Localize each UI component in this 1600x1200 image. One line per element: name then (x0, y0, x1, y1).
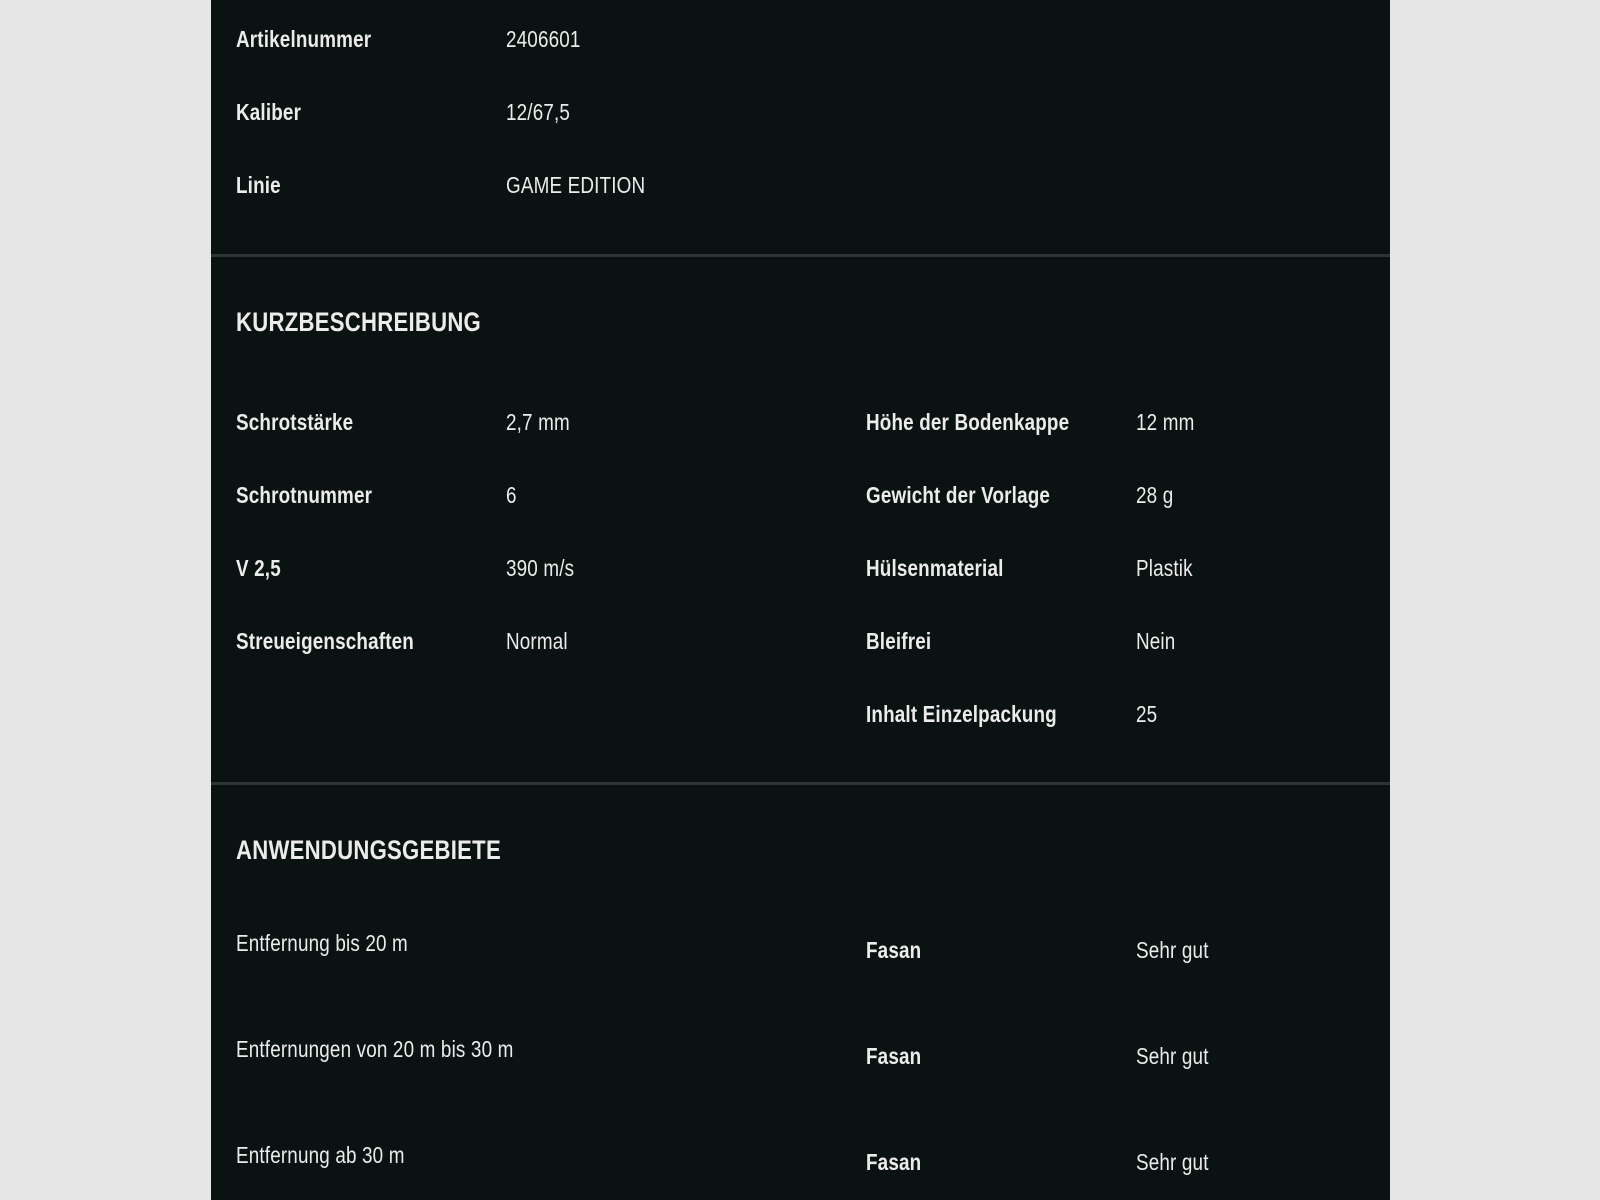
spec-value: 28 g (1136, 482, 1174, 508)
spec-value: 2,7 mm (506, 409, 570, 435)
spec-value: Nein (1136, 628, 1176, 654)
spec-label: Bleifrei (866, 628, 932, 654)
section-heading-kurzbeschreibung: KURZBESCHREIBUNG (236, 307, 482, 337)
section-divider (211, 254, 1390, 257)
spec-value-kaliber: 12/67,5 (506, 99, 571, 125)
section-heading-anwendungsgebiete: ANWENDUNGSGEBIETE (236, 835, 501, 865)
distance-label: Entfernungen von 20 m bis 30 m (236, 1036, 514, 1062)
spec-label-linie: Linie (236, 172, 281, 198)
spec-label-artikelnummer: Artikelnummer (236, 26, 372, 52)
game-label: Fasan (866, 1149, 922, 1175)
rating-value: Sehr gut (1136, 1043, 1209, 1069)
rating-value: Sehr gut (1136, 937, 1209, 963)
product-details-panel (211, 0, 1390, 1200)
spec-value: 12 mm (1136, 409, 1195, 435)
spec-label: Schrotnummer (236, 482, 373, 508)
spec-value: Plastik (1136, 555, 1193, 581)
spec-value: 390 m/s (506, 555, 575, 581)
spec-value-linie: GAME EDITION (506, 172, 646, 198)
spec-value: Normal (506, 628, 568, 654)
spec-label-kaliber: Kaliber (236, 99, 302, 125)
spec-label: V 2,5 (236, 555, 281, 581)
spec-label: Schrotstärke (236, 409, 354, 435)
rating-value: Sehr gut (1136, 1149, 1209, 1175)
spec-label: Höhe der Bodenkappe (866, 409, 1070, 435)
spec-value: 6 (506, 482, 517, 508)
section-divider (211, 782, 1390, 785)
spec-value-artikelnummer: 2406601 (506, 26, 581, 52)
spec-label: Gewicht der Vorlage (866, 482, 1051, 508)
spec-label: Streueigenschaften (236, 628, 414, 654)
game-label: Fasan (866, 937, 922, 963)
distance-label: Entfernung bis 20 m (236, 930, 408, 956)
distance-label: Entfernung ab 30 m (236, 1142, 405, 1168)
spec-label: Inhalt Einzelpackung (866, 701, 1057, 727)
spec-label: Hülsenmaterial (866, 555, 1004, 581)
game-label: Fasan (866, 1043, 922, 1069)
spec-value: 25 (1136, 701, 1158, 727)
